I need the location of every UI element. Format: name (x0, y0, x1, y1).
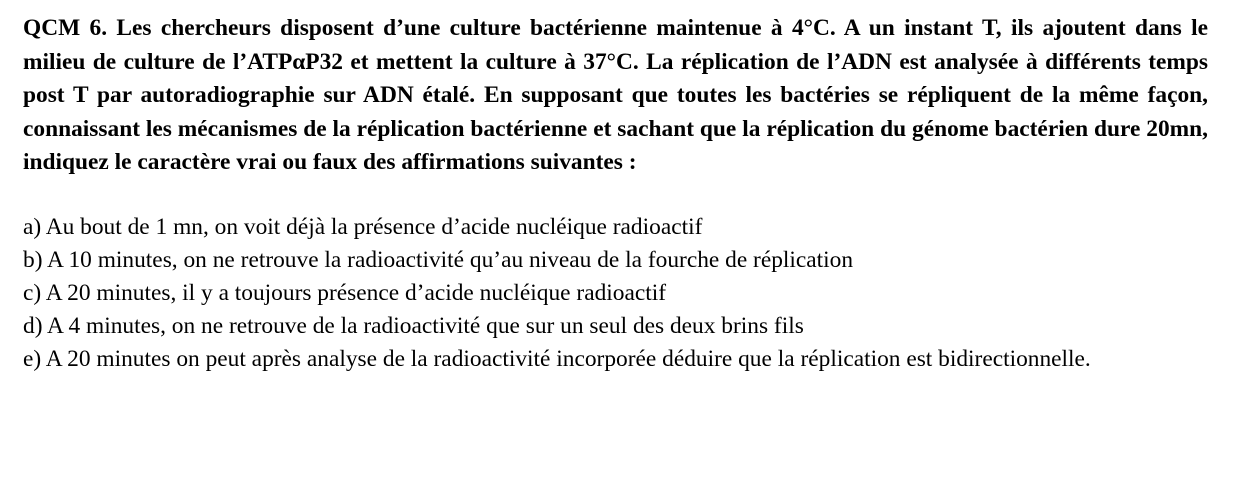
option-d: d) A 4 minutes, on ne retrouve de la radioactivité que sur un seul des deux brins fils (23, 312, 804, 339)
document-page (23, 12, 1208, 376)
option-e: e) A 20 minutes on peut après analyse de la radioactivité incorporée déduire que la réplication est bidirectionnelle. (23, 345, 1091, 372)
option-c: c) A 20 minutes, il y a toujours présence d’acide nucléique radioactif (23, 279, 667, 306)
option-a: a) Au bout de 1 mn, on voit déjà la présence d’acide nucléique radioactif (23, 213, 703, 240)
question-text: QCM 6. Les chercheurs disposent d’une culture bactérienne maintenue à 4°C. A un instant T, ils ajoutent dans le milieu de culture de l’ATPαP32 et mettent la culture à 37°C. La réplication de l’ADN est analysée à différents temps post T par autoradiographie sur ADN étalé. En supposant que toutes les bactéries se répliquent de la même façon, connaissant les mécanismes de la réplication bactérienne et sachant que la réplication du génome bactérien dure 20mn, indiquez le caractère vrai ou faux des affirmations suivantes : (23, 15, 1208, 176)
option-b: b) A 10 minutes, on ne retrouve la radioactivité qu’au niveau de la fourche de réplication (23, 246, 854, 273)
answer-options-list (23, 211, 1208, 376)
